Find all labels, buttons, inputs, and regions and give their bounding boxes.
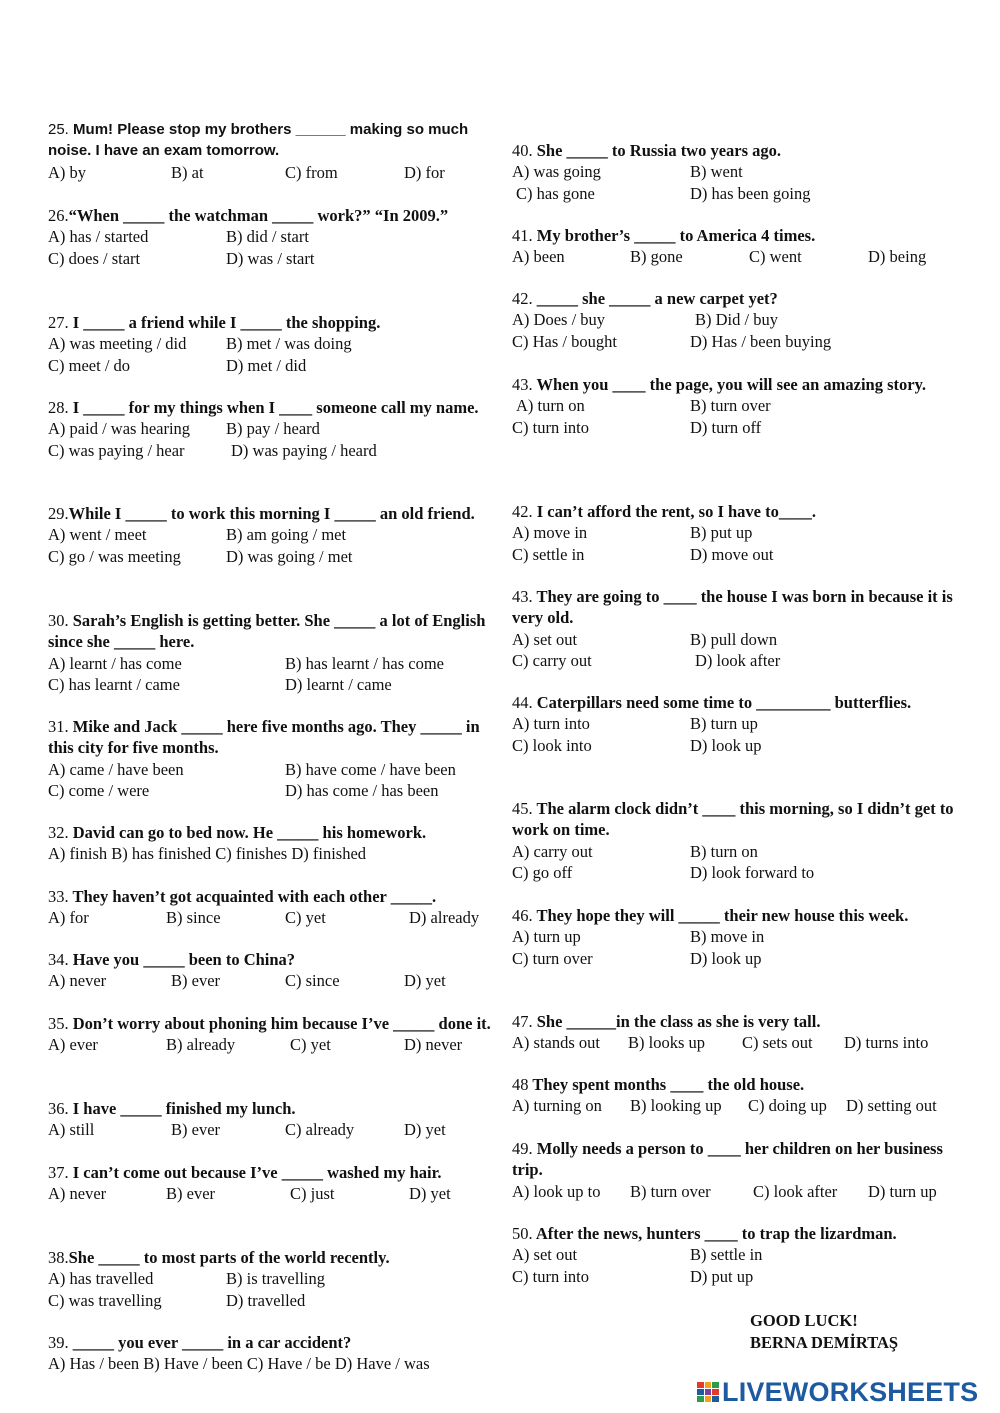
question-stem: Caterpillars need some time to _________ butterflies. <box>536 693 912 712</box>
option-d[interactable]: D) look up <box>690 948 762 968</box>
options-row <box>48 970 494 991</box>
question-number: 35. <box>48 1014 69 1033</box>
options-row <box>48 546 494 567</box>
question-number: 48 <box>512 1075 529 1094</box>
option-c[interactable]: C) already <box>285 1120 355 1140</box>
option-c[interactable]: C) was paying / hear <box>48 440 185 460</box>
option-a[interactable]: A) stands out <box>512 1033 600 1053</box>
option-b[interactable]: B) turn over <box>690 396 771 416</box>
option-c[interactable]: C) go off <box>512 863 573 883</box>
option-b[interactable]: B) ever <box>166 1184 216 1204</box>
question-number: 27. <box>48 313 69 332</box>
option-d[interactable]: D) was going / met <box>226 546 353 566</box>
question-stem: “When _____ the watchman _____ work?” “In 2009.” <box>68 206 449 225</box>
question-stem: They spent months ____ the old house. <box>532 1075 805 1094</box>
option-b[interactable]: B) Did / buy <box>695 310 778 330</box>
question-stem: My brother’s _____ to America 4 times. <box>536 226 816 245</box>
question-stem: After the news, hunters ____ to trap the lizardman. <box>535 1224 897 1243</box>
question-30 <box>48 610 494 696</box>
option-d[interactable]: D) already <box>409 908 480 928</box>
options-row <box>512 246 957 267</box>
question-number: 38. <box>48 1248 69 1267</box>
question-stem: They hope they will _____ their new house this week. <box>536 906 909 925</box>
options-row <box>48 759 494 780</box>
option-b[interactable]: B) looking up <box>630 1096 722 1116</box>
option-d[interactable]: D) yet <box>409 1184 451 1204</box>
options-row <box>512 522 957 543</box>
question-26 <box>48 205 494 269</box>
option-c[interactable]: C) has learnt / came <box>48 675 180 695</box>
question-number: 41. <box>512 226 533 245</box>
option-c[interactable]: C) settle in <box>512 544 585 564</box>
option-d[interactable]: D) has come / has been <box>285 781 439 801</box>
question-number: 32. <box>48 823 69 842</box>
option-c[interactable]: C) look into <box>512 735 592 755</box>
option-d[interactable]: D) put up <box>690 1266 754 1286</box>
question-31 <box>48 716 494 802</box>
options-row <box>48 907 494 928</box>
question-38 <box>48 1247 494 1311</box>
option-d[interactable]: D) look after <box>695 651 781 671</box>
options-row <box>512 309 957 330</box>
question-stem: I have _____ finished my lunch. <box>72 1099 296 1118</box>
question-number: 43. <box>512 587 533 606</box>
question-number: 30. <box>48 611 69 630</box>
options-row <box>512 161 957 182</box>
question-number: 28. <box>48 398 69 417</box>
question-50 <box>512 1223 957 1287</box>
option-c[interactable]: C) turn into <box>512 1266 589 1286</box>
option-a[interactable]: A) set out <box>512 1245 578 1265</box>
options-row <box>512 926 957 947</box>
question-stem: They haven’t got acquainted with each other _____. <box>72 887 437 906</box>
options-row <box>512 417 957 438</box>
option-b[interactable]: B) looks up <box>628 1033 706 1053</box>
option-c[interactable]: C) doing up <box>748 1096 827 1116</box>
options-row <box>512 948 957 969</box>
option-d[interactable]: D) was / start <box>226 248 315 268</box>
options-row <box>512 1095 957 1116</box>
question-number: 37. <box>48 1163 69 1182</box>
question-47 <box>512 1011 957 1054</box>
option-c[interactable]: C) go / was meeting <box>48 546 181 566</box>
option-d[interactable]: D) look up <box>690 735 762 755</box>
question-stem: I can’t come out because I’ve _____ washed my hair. <box>72 1163 442 1182</box>
question-29 <box>48 503 494 567</box>
option-a[interactable]: A) was meeting / did <box>48 334 187 354</box>
question-number: 36. <box>48 1099 69 1118</box>
option-b[interactable]: B) already <box>166 1035 236 1055</box>
option-a[interactable]: A) went / meet <box>48 525 147 545</box>
question-32 <box>48 822 494 865</box>
liveworksheets-logo[interactable] <box>697 1377 978 1407</box>
option-a[interactable]: A) turn into <box>512 714 590 734</box>
question-number: 40. <box>512 141 533 160</box>
logo-text: LIVEWORKSHEETS <box>722 1376 979 1407</box>
question-stem: Sarah’s English is getting better. She _____ a lot of English since she _____ here. <box>48 611 486 652</box>
options-row <box>512 1181 957 1202</box>
option-a[interactable]: A) paid / was hearing <box>48 419 191 439</box>
question-44 <box>512 692 957 756</box>
options-row <box>512 544 957 565</box>
option-d[interactable]: D) learnt / came <box>285 675 392 695</box>
option-a[interactable]: A) by <box>48 162 87 182</box>
option-b[interactable]: B) put up <box>690 523 753 543</box>
option-a[interactable]: A) was going <box>512 162 601 182</box>
options-row <box>512 862 957 883</box>
question-42b <box>512 501 957 565</box>
question-stem: Don’t worry about phoning him because I’ve _____ done it. <box>72 1014 491 1033</box>
option-c[interactable]: C) from <box>285 162 338 182</box>
question-42a <box>512 288 957 352</box>
option-d[interactable]: D) has been going <box>690 183 811 203</box>
option-d[interactable]: D) move out <box>690 544 774 564</box>
option-a[interactable]: A) never <box>48 971 107 991</box>
options-row <box>48 226 494 247</box>
option-a[interactable]: A) turn up <box>512 927 581 947</box>
question-stem: While I _____ to work this morning I _____ an old friend. <box>68 504 475 523</box>
good-luck-text: GOOD LUCK! <box>750 1311 858 1330</box>
options-line[interactable]: A) finish B) has finished C) finishes D) finished <box>48 844 367 864</box>
option-b[interactable]: B) has learnt / has come <box>285 653 444 673</box>
question-number: 43. <box>512 375 533 394</box>
option-b[interactable]: B) ever <box>171 971 221 991</box>
question-37 <box>48 1162 494 1205</box>
option-b[interactable]: B) pull down <box>690 629 778 649</box>
question-46 <box>512 905 957 969</box>
question-stem: Mike and Jack _____ here five months ago. They _____ in this city for five months. <box>48 717 480 758</box>
question-27 <box>48 312 494 376</box>
options-row <box>48 653 494 674</box>
logo-mark-icon <box>697 1382 719 1402</box>
option-c[interactable]: C) went <box>749 247 802 267</box>
question-stem: I can’t afford the rent, so I have to____. <box>536 502 817 521</box>
question-stem: She ______in the class as she is very tall. <box>536 1012 821 1031</box>
options-row <box>512 841 957 862</box>
option-b[interactable]: B) have come / have been <box>285 759 456 779</box>
options-row <box>48 674 494 695</box>
question-33 <box>48 886 494 929</box>
question-number: 26. <box>48 206 69 225</box>
option-c[interactable]: C) come / were <box>48 781 150 801</box>
question-number: 33. <box>48 887 69 906</box>
question-stem: I _____ a friend while I _____ the shopping. <box>72 313 381 332</box>
question-43b <box>512 586 957 672</box>
question-stem: Have you _____ been to China? <box>72 950 296 969</box>
option-b[interactable]: B) turn up <box>690 714 758 734</box>
option-c[interactable]: C) yet <box>290 1035 331 1055</box>
option-a[interactable]: A) still <box>48 1120 95 1140</box>
option-a[interactable]: A) move in <box>512 523 588 543</box>
question-49 <box>512 1138 957 1202</box>
question-stem: Mum! Please stop my brothers ______ making so much noise. I have an exam tomorrow. <box>48 121 469 160</box>
option-c[interactable]: C) does / start <box>48 248 141 268</box>
option-d[interactable]: D) Has / been buying <box>690 331 832 351</box>
option-c[interactable]: C) was travelling <box>48 1290 162 1310</box>
option-a[interactable]: A) set out <box>512 629 578 649</box>
options-row <box>48 1119 494 1140</box>
question-number: 44. <box>512 693 533 712</box>
options-row <box>512 713 957 734</box>
option-c[interactable]: C) turn into <box>512 417 589 437</box>
option-d[interactable]: D) yet <box>404 1120 446 1140</box>
option-c[interactable]: C) carry out <box>512 651 592 671</box>
option-a[interactable]: A) never <box>48 1184 107 1204</box>
options-row <box>48 1290 494 1311</box>
option-a[interactable]: A) been <box>512 247 565 267</box>
options-row <box>512 735 957 756</box>
options-row <box>48 418 494 439</box>
options-row <box>48 1034 494 1055</box>
option-b[interactable]: B) ever <box>171 1120 221 1140</box>
option-c[interactable]: C) meet / do <box>48 355 131 375</box>
options-row <box>48 162 494 183</box>
option-b[interactable]: B) went <box>690 162 743 182</box>
question-number: 25. <box>48 121 69 138</box>
question-number: 50. <box>512 1224 533 1243</box>
option-c[interactable]: C) yet <box>285 908 326 928</box>
question-48 <box>512 1074 957 1117</box>
options-row <box>48 248 494 269</box>
option-c[interactable]: C) Has / bought <box>512 331 617 351</box>
question-stem: I _____ for my things when I ____ someone call my name. <box>72 398 479 417</box>
option-d[interactable]: D) look forward to <box>690 863 815 883</box>
option-c[interactable]: C) sets out <box>742 1033 813 1053</box>
option-d[interactable]: D) turn off <box>690 417 762 437</box>
options-row <box>512 1266 957 1287</box>
options-row <box>48 1183 494 1204</box>
option-b[interactable]: B) since <box>166 908 221 928</box>
option-a[interactable]: A) came / have been <box>48 759 184 779</box>
option-d[interactable]: D) being <box>868 247 927 267</box>
question-number: 42. <box>512 289 533 308</box>
option-c[interactable]: C) look after <box>753 1181 838 1201</box>
option-d[interactable]: D) setting out <box>846 1096 937 1116</box>
question-number: 49. <box>512 1139 533 1158</box>
question-stem: When you ____ the page, you will see an amazing story. <box>536 375 927 394</box>
option-b[interactable]: B) met / was doing <box>226 334 352 354</box>
option-a[interactable]: A) turn on <box>516 396 585 416</box>
option-b[interactable]: B) pay / heard <box>226 419 320 439</box>
options-line[interactable]: A) Has / been B) Have / been C) Have / be D) Have / was <box>48 1354 430 1374</box>
options-row <box>512 629 957 650</box>
option-c[interactable]: C) has gone <box>516 183 595 203</box>
question-number: 39. <box>48 1333 69 1352</box>
question-40 <box>512 140 957 204</box>
options-row <box>512 1032 957 1053</box>
options-row <box>48 355 494 376</box>
option-b[interactable]: B) is travelling <box>226 1269 325 1289</box>
question-stem: They are going to ____ the house I was born in because it is very old. <box>512 587 953 628</box>
question-stem: She _____ to most parts of the world recently. <box>68 1248 390 1267</box>
options-row <box>48 843 494 864</box>
question-stem: David can go to bed now. He _____ his homework. <box>72 823 427 842</box>
question-36 <box>48 1098 494 1141</box>
question-stem: _____ she _____ a new carpet yet? <box>536 289 778 308</box>
option-b[interactable]: B) settle in <box>690 1245 763 1265</box>
option-b[interactable]: B) am going / met <box>226 525 347 545</box>
option-b[interactable]: B) gone <box>630 247 683 267</box>
option-a[interactable]: A) has travelled <box>48 1269 154 1289</box>
question-39 <box>48 1332 494 1375</box>
options-row <box>512 331 957 352</box>
options-row <box>48 1268 494 1289</box>
option-a[interactable]: A) has / started <box>48 227 149 247</box>
question-28 <box>48 397 494 461</box>
option-b[interactable]: B) turn over <box>630 1181 711 1201</box>
option-a[interactable]: A) turning on <box>512 1096 602 1116</box>
option-a[interactable]: A) ever <box>48 1035 98 1055</box>
question-stem: Molly needs a person to ____ her children on her business trip. <box>512 1139 943 1180</box>
author-name: BERNA DEMİRTAŞ <box>750 1333 899 1352</box>
question-number: 42. <box>512 502 533 521</box>
option-c[interactable]: C) turn over <box>512 948 593 968</box>
question-35 <box>48 1013 494 1056</box>
option-d[interactable]: D) was paying / heard <box>231 440 377 460</box>
question-stem: _____ you ever _____ in a car accident? <box>72 1333 352 1352</box>
question-number: 34. <box>48 950 69 969</box>
option-d[interactable]: D) met / did <box>226 355 307 375</box>
option-a[interactable]: A) carry out <box>512 841 593 861</box>
options-row <box>512 650 957 671</box>
options-row <box>512 395 957 416</box>
option-a[interactable]: A) for <box>48 908 89 928</box>
options-row <box>48 440 494 461</box>
question-stem: She _____ to Russia two years ago. <box>536 141 782 160</box>
question-34 <box>48 949 494 992</box>
option-c[interactable]: C) since <box>285 971 340 991</box>
option-d[interactable]: D) yet <box>404 971 446 991</box>
options-row <box>48 524 494 545</box>
option-b[interactable]: B) did / start <box>226 227 309 247</box>
question-number: 47. <box>512 1012 533 1031</box>
question-stem: The alarm clock didn’t ____ this morning, so I didn’t get to work on time. <box>512 799 954 840</box>
question-number: 46. <box>512 906 533 925</box>
options-row <box>48 333 494 354</box>
question-41 <box>512 225 957 268</box>
option-d[interactable]: D) turns into <box>844 1033 929 1053</box>
option-b[interactable]: B) at <box>171 162 204 182</box>
option-a[interactable]: A) look up to <box>512 1181 601 1201</box>
option-d[interactable]: D) for <box>404 162 445 182</box>
options-row <box>512 1244 957 1265</box>
option-b[interactable]: B) turn on <box>690 841 758 861</box>
options-row <box>48 780 494 801</box>
option-c[interactable]: C) just <box>290 1184 335 1204</box>
question-43a <box>512 374 957 438</box>
option-b[interactable]: B) move in <box>690 927 765 947</box>
option-d[interactable]: D) travelled <box>226 1290 306 1310</box>
question-45 <box>512 798 957 884</box>
question-number: 29. <box>48 504 69 523</box>
question-number: 45. <box>512 799 533 818</box>
option-d[interactable]: D) never <box>404 1035 463 1055</box>
option-a[interactable]: A) learnt / has come <box>48 653 182 673</box>
options-row <box>512 183 957 204</box>
option-a[interactable]: A) Does / buy <box>512 310 606 330</box>
question-25 <box>48 119 494 183</box>
option-d[interactable]: D) turn up <box>868 1181 937 1201</box>
question-number: 31. <box>48 717 69 736</box>
options-row <box>48 1353 494 1374</box>
